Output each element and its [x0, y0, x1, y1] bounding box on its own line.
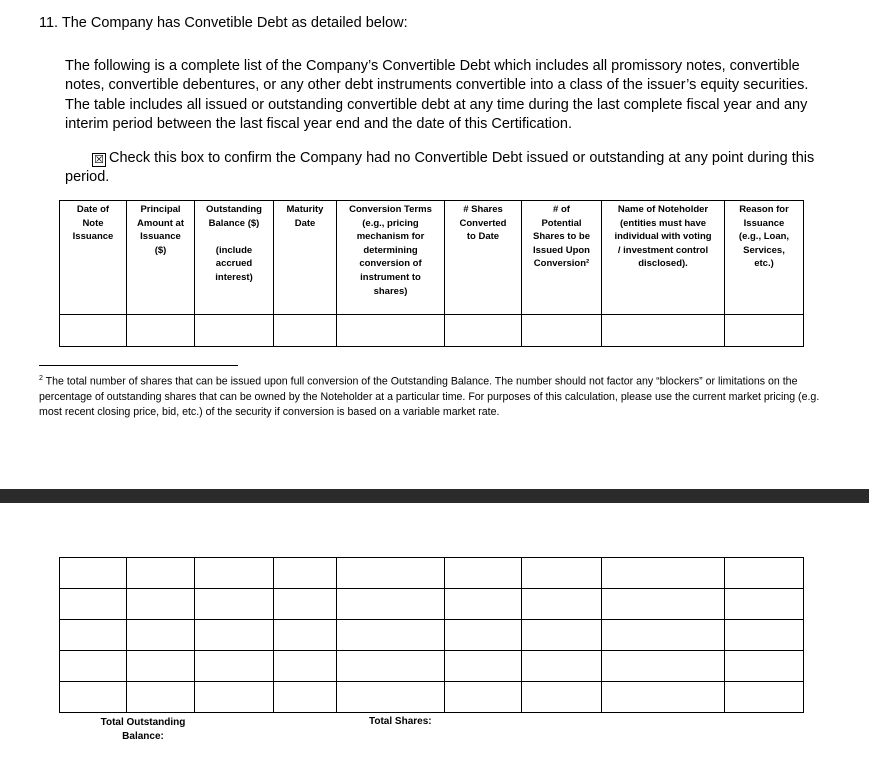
- table-cell[interactable]: [602, 589, 725, 620]
- table-cell[interactable]: [445, 651, 522, 682]
- no-debt-confirmation: [65, 149, 845, 187]
- convertible-debt-table-continued: [59, 557, 804, 713]
- table-cell[interactable]: [602, 558, 725, 589]
- table-cell[interactable]: [127, 315, 195, 347]
- table-cell[interactable]: [195, 558, 274, 589]
- table-cell[interactable]: [445, 682, 522, 713]
- table-cell[interactable]: [195, 651, 274, 682]
- table-cell[interactable]: [725, 651, 804, 682]
- table-row: [60, 620, 804, 651]
- table-row: [60, 682, 804, 713]
- table-cell[interactable]: [337, 651, 445, 682]
- table-cell[interactable]: [602, 315, 725, 347]
- table-cell[interactable]: [725, 682, 804, 713]
- table-cell[interactable]: [195, 589, 274, 620]
- footnote: [39, 371, 829, 420]
- table-cell[interactable]: [60, 315, 127, 347]
- table-cell[interactable]: [274, 651, 337, 682]
- table-cell[interactable]: [127, 682, 195, 713]
- table-cell[interactable]: [602, 682, 725, 713]
- col-date-of-note-issuance: Date of Note Issuance: [60, 201, 127, 315]
- table-cell[interactable]: [522, 315, 602, 347]
- table-cell[interactable]: [337, 620, 445, 651]
- table-cell[interactable]: [445, 315, 522, 347]
- col-potential-shares: # of Potential Shares to be Issued Upon Conversion²: [522, 201, 602, 315]
- table-cell[interactable]: [337, 589, 445, 620]
- footnote-separator: [39, 365, 238, 366]
- footnote-text: The total number of shares that can be issued upon full conversion of the Outstanding Balance. The number should not factor any “blockers” or limitations on the percentage of outstanding shares that can be owned by the Noteholder at a particular time. For purposes of this calculation, please use the current market pricing (e.g. most recent closing price, bid, etc.) of the security if conversion is based on a variable market rate.: [39, 375, 820, 419]
- table-cell[interactable]: [445, 620, 522, 651]
- total-outstanding-balance-label: Total Outstanding Balance:: [100, 717, 186, 742]
- col-principal-amount: Principal Amount at Issuance ($): [127, 201, 195, 315]
- table-cell[interactable]: [602, 651, 725, 682]
- table-cell[interactable]: [127, 651, 195, 682]
- table-cell[interactable]: [725, 589, 804, 620]
- table-cell[interactable]: [445, 589, 522, 620]
- col-outstanding-balance: Outstanding Balance ($) (include accrued interest): [195, 201, 274, 315]
- col-maturity-date: Maturity Date: [274, 201, 337, 315]
- col-shares-converted: # Shares Converted to Date: [445, 201, 522, 315]
- header-row: [60, 201, 804, 315]
- checkbox-label: Check this box to confirm the Company had no Convertible Debt issued or outstanding at any point during this period.: [65, 150, 815, 185]
- table-cell[interactable]: [60, 682, 127, 713]
- total-shares-label: Total Shares:: [369, 716, 432, 727]
- table-cell[interactable]: [127, 620, 195, 651]
- col-noteholder-name: Name of Noteholder (entities must have individual with voting / investment control disclosed).: [602, 201, 725, 315]
- table-cell[interactable]: [274, 620, 337, 651]
- table-cell[interactable]: [195, 315, 274, 347]
- table-cell[interactable]: [274, 558, 337, 589]
- table-cell[interactable]: [725, 558, 804, 589]
- col-reason-for-issuance: Reason for Issuance (e.g., Loan, Services, etc.): [725, 201, 804, 315]
- table-row: [60, 651, 804, 682]
- table-cell[interactable]: [60, 651, 127, 682]
- convertible-debt-table: [59, 200, 804, 347]
- table-cell[interactable]: [127, 558, 195, 589]
- table-cell[interactable]: [522, 620, 602, 651]
- table-row: [60, 315, 804, 347]
- table-cell[interactable]: [337, 682, 445, 713]
- no-debt-checkbox[interactable]: ☒: [92, 153, 106, 167]
- table-cell[interactable]: [602, 620, 725, 651]
- table-cell[interactable]: [195, 682, 274, 713]
- table-cell[interactable]: [195, 620, 274, 651]
- intro-paragraph: The following is a complete list of the Company’s Convertible Debt which includes all promissory notes, convertible notes, convertible debentures, or any other debt instruments convertible into a class of the issuer’s equity securities. The table includes all issued or outstanding convertible debt at any time during the last complete fiscal year and any interim period between the last fiscal year end and the date of this Certification.: [65, 58, 809, 133]
- table-cell[interactable]: [60, 620, 127, 651]
- table-cell[interactable]: [522, 589, 602, 620]
- col-conversion-terms: Conversion Terms (e.g., pricing mechanism for determining conversion of instrument to shares): [337, 201, 445, 315]
- table-cell[interactable]: [337, 558, 445, 589]
- table-cell[interactable]: [60, 589, 127, 620]
- table-cell[interactable]: [274, 315, 337, 347]
- table-cell[interactable]: [725, 620, 804, 651]
- table-cell[interactable]: [522, 682, 602, 713]
- table-cell[interactable]: [522, 558, 602, 589]
- table-cell[interactable]: [127, 589, 195, 620]
- table-cell[interactable]: [445, 558, 522, 589]
- table-cell[interactable]: [522, 651, 602, 682]
- table-cell[interactable]: [60, 558, 127, 589]
- table-row: [60, 558, 804, 589]
- footnote-marker: 2: [39, 375, 43, 382]
- table-row: [60, 589, 804, 620]
- table-cell[interactable]: [274, 682, 337, 713]
- table-cell[interactable]: [725, 315, 804, 347]
- page-break-bar: [0, 489, 869, 503]
- table-cell[interactable]: [337, 315, 445, 347]
- section-heading: 11. The Company has Convetible Debt as detailed below:: [39, 15, 408, 31]
- table-cell[interactable]: [274, 589, 337, 620]
